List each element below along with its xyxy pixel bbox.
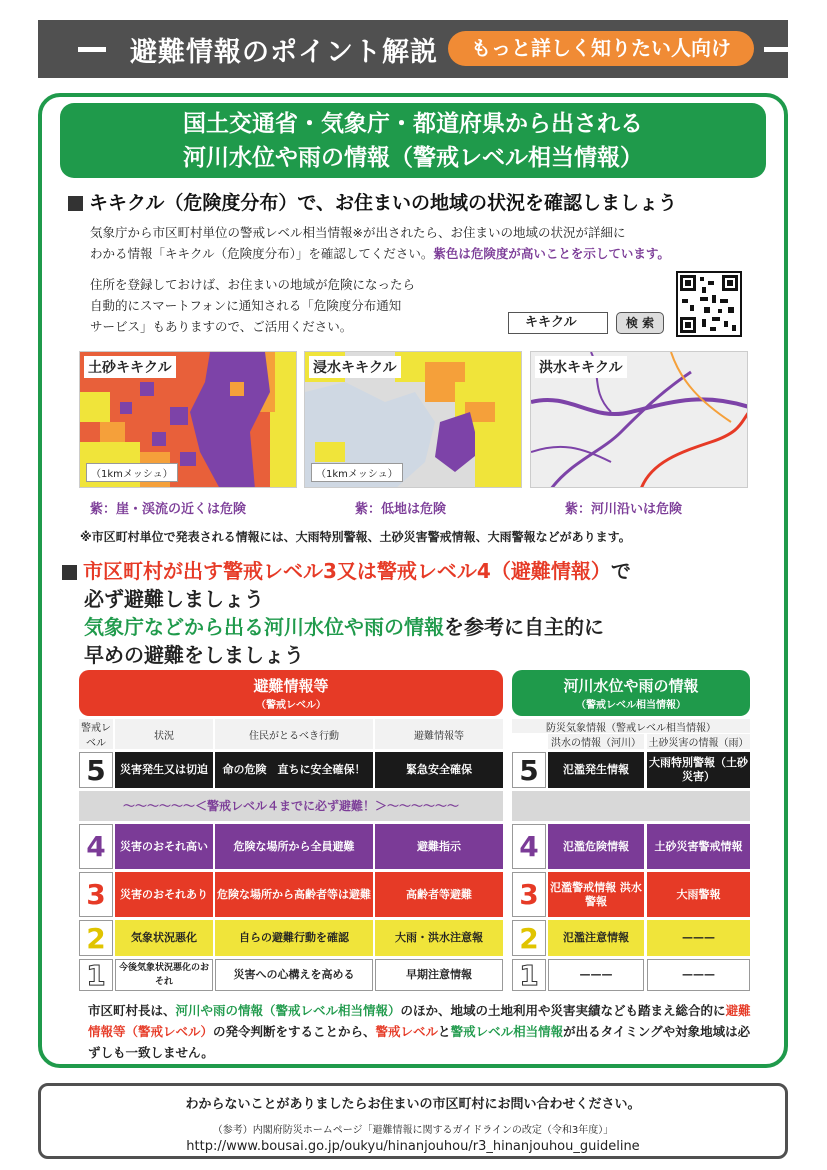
footnote: ※市区町村単位で発表される情報には、大雨特別警報、土砂災害警戒情報、大雨警報などがあります。 [80,530,631,544]
map-label: 土砂キキクル [84,356,176,378]
kikikuru-heading-text: キキクル（危険度分布）で、お住まいの地域の状況を確認しましょう [89,192,678,214]
section2-line1-tail: で [610,559,631,583]
col-header-info: 避難情報等 [375,719,503,749]
square-bullet-icon [62,565,77,580]
map-caption: 紫：低地は危険 [355,502,447,517]
header-dash-left [78,47,106,52]
section2-line3-tail: を参考に自主的に [444,615,604,639]
map-kozui [530,351,748,488]
section2-line3 [62,613,782,641]
map-label: 浸水キキクル [309,356,401,378]
section2-green-text: 気象庁などから出る河川水位や雨の情報 [84,615,444,639]
table-cell: 避難指示 [375,824,503,869]
table-cell: 高齢者等避難 [375,872,503,917]
header-dash-right [764,47,792,52]
bp-text: 踏まえ総合的に [638,1003,726,1018]
section2-heading [62,557,782,669]
table-cell: 危険な場所から全員避難 [215,824,373,869]
level-5-cell-right: 5 [512,752,546,788]
footer-url-link[interactable]: http://www.bousai.go.jp/oukyu/hinanjouhou/r3_hinanjouhou_guideline [186,1139,640,1154]
col-header-action: 住民がとるべき行動 [215,719,373,749]
col-header-flood: 洪水の情報（河川） [548,734,644,749]
qr-code-icon[interactable] [676,271,742,337]
header-title: 避難情報のポイント解説 [130,37,438,68]
footer-box [38,1083,788,1159]
table-left-header [79,670,503,716]
col-header-right-top: 防災気象情報（警戒レベル相当情報） [512,719,750,733]
map-mesh-note: （1kmメッシュ） [311,463,403,482]
bp-text: と [438,1024,451,1039]
bp-green: 情報 [538,1024,564,1039]
para1-line2-text: わかる情報「キキクル（危険度分布）」を確認してください。 [90,246,434,261]
left-header-sub: （警戒レベル） [256,700,326,711]
table-cell: 氾濫警戒情報 洪水警報 [548,872,644,917]
para2-line3: サービス」もありますので、ご活用ください。 [90,319,353,334]
right-header-title: 河川水位や雨の情報 [563,677,699,695]
table-cell: 土砂災害警戒情報 [647,824,750,869]
table-cell: 大雨・洪水注意報 [375,920,503,956]
table-cell: 気象状況悪化 [115,920,213,956]
map-caption: 紫：崖・渓流の近くは危険 [90,502,247,517]
table-cell: 大雨特別警報（土砂災害） [647,752,750,788]
bp-text: が出るタイミングや対象地域は必ずしも一致しません。 [88,1024,751,1060]
section2-line2: 必ず避難しましょう [84,587,264,611]
bp-green: 警戒レベル相当 [450,1024,539,1039]
table-cell: 緊急安全確保 [375,752,503,788]
para2-line2: 自動的にスマートフォンに通知される「危険度分布通知 [90,298,402,313]
level-5-cell: 5 [79,752,113,788]
header-badge: もっと詳しく知りたい人向け [448,31,754,66]
page-header [38,20,788,78]
banner-line2: 河川水位や雨の情報（警戒レベル相当情報） [183,145,643,171]
bp-text: の発令判断をすることから、 [213,1024,376,1039]
section2-line1 [62,557,782,585]
table-cell: 早期注意情報 [375,959,503,991]
table-cell: ——— [548,959,644,991]
level-3-cell-right: 3 [512,872,546,917]
purple-highlight: 紫色は危険度が高いことを示しています。 [433,246,670,261]
para1-line1: 気象庁から市区町村単位の警戒レベル相当情報※が出されたら、お住まいの地域の状況が詳細に [90,225,626,240]
banner-line1: 国土交通省・気象庁・都道府県から出される [183,111,643,137]
map-dosha [79,351,297,488]
bp-red: 警戒レベル [375,1024,439,1039]
table-divider: 〜〜〜〜〜〜＜警戒レベル４までに必ず避難！＞〜〜〜〜〜〜 [79,791,503,821]
right-header-sub: （警戒レベル相当情報） [576,700,686,711]
map-label: 洪水キキクル [535,356,627,378]
para2-line1: 住所を登録しておけば、お住まいの地域が危険になったら [90,277,416,292]
green-banner [60,103,766,178]
footer-line2: （参考）内閣府防災ホームページ「避難情報に関するガイドラインの改定（令和3年度）」 [212,1125,614,1136]
table-cell: 氾濫発生情報 [548,752,644,788]
map-shinsui [304,351,522,488]
table-cell: 災害のおそれ高い [115,824,213,869]
square-bullet-icon [68,196,83,211]
table-cell: 今後気象状況悪化のおそれ [115,959,213,991]
table-cell: 災害のおそれあり [115,872,213,917]
bp-text: のほか、地域の土地利用や災害実績なども [400,1003,639,1018]
footer-line1: わからないことがありましたらお住まいの市区町村にお問い合わせください。 [185,1097,641,1112]
bp-red: 避難情報等（警戒レベル） [88,1003,751,1039]
search-button[interactable]: 検 索 [616,312,664,334]
kikikuru-para1 [90,222,770,264]
table-cell: 危険な場所から高齢者等は避難 [215,872,373,917]
table-cell: 自らの避難行動を確認 [215,920,373,956]
col-header-level: 警戒レベル [79,719,113,749]
kikikuru-para2 [90,274,490,337]
level-4-cell: 4 [79,824,113,869]
map-mesh-note: （1kmメッシュ） [86,463,178,482]
col-header-rain: 土砂災害の情報（雨） [647,734,750,749]
kikikuru-heading [68,188,677,215]
bp-text: 市区町村長は、 [88,1003,176,1018]
level-2-cell-right: 2 [512,920,546,956]
level-1-cell: 1 [79,959,113,991]
search-input[interactable]: キキクル [508,312,608,334]
level-2-cell: 2 [79,920,113,956]
table-right-header [512,670,750,716]
bp-green: 河川や雨の情報（警戒レベル相当情報） [175,1003,401,1018]
table-cell: 氾濫注意情報 [548,920,644,956]
section2-red-text: 市区町村が出す警戒レベル3又は警戒レベル4（避難情報） [83,559,611,583]
table-cell: 災害発生又は切迫 [115,752,213,788]
table-cell: 大雨警報 [647,872,750,917]
level-3-cell: 3 [79,872,113,917]
map-caption: 紫：河川沿いは危険 [565,502,683,517]
bottom-paragraph [88,1000,758,1063]
left-header-title: 避難情報等 [253,677,329,695]
table-cell: ——— [647,920,750,956]
table-cell: ——— [647,959,750,991]
table-cell: 氾濫危険情報 [548,824,644,869]
level-4-cell-right: 4 [512,824,546,869]
table-cell: 災害への心構えを高める [215,959,373,991]
table-cell: 命の危険 直ちに安全確保！ [215,752,373,788]
level-1-cell-right: 1 [512,959,546,991]
section2-line4: 早めの避難をしましょう [84,643,304,667]
col-header-status: 状況 [115,719,213,749]
table-divider-right [512,791,750,821]
para1-line2 [90,243,770,264]
